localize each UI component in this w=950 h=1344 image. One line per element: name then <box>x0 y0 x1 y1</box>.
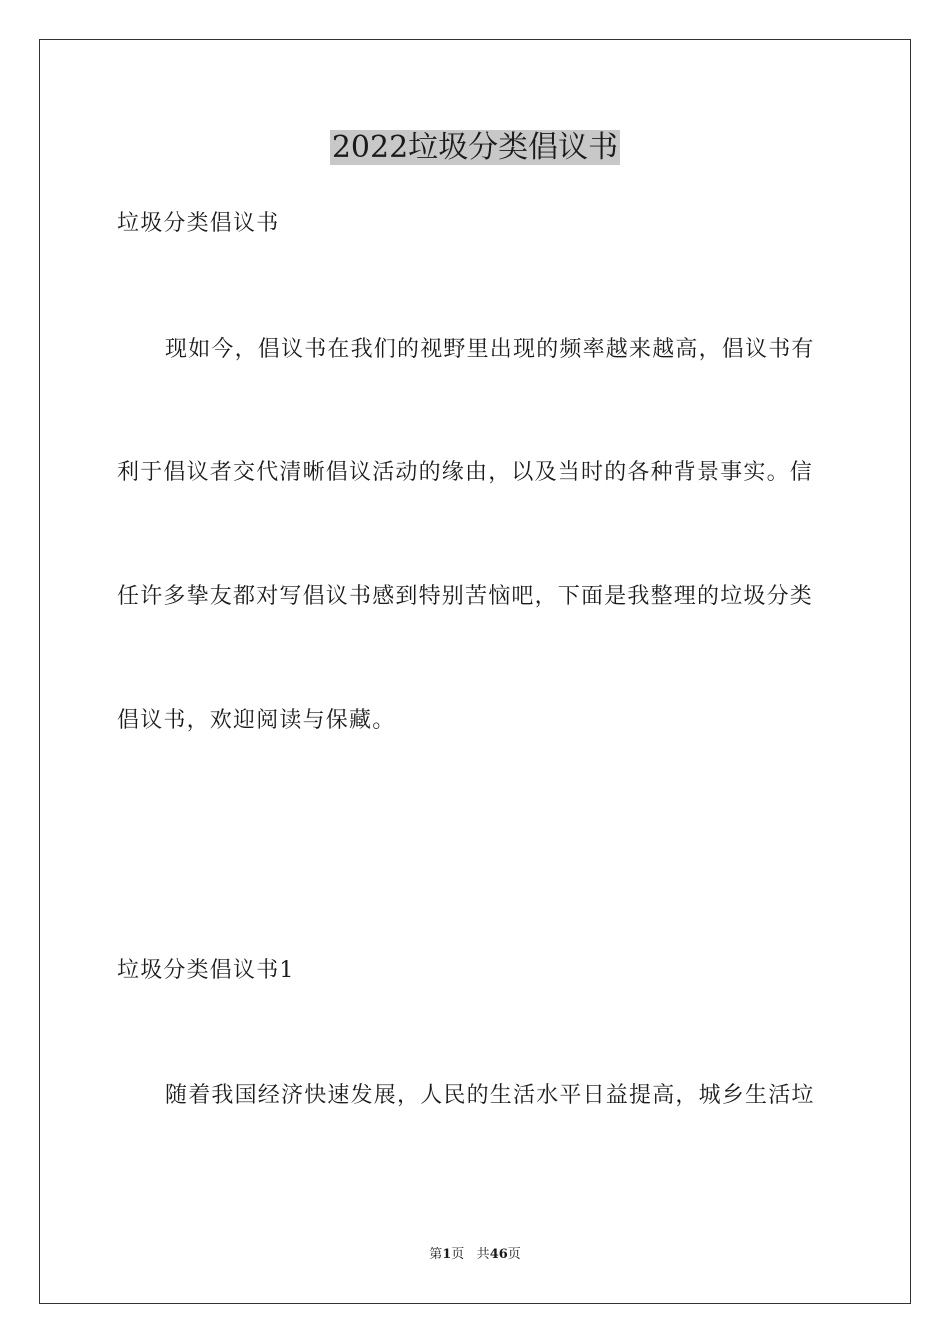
page-footer <box>0 1246 950 1264</box>
intro-line-3: 任许多挚友都对写倡议书感到特别苦恼吧，下面是我整理的垃圾分类 <box>117 584 814 609</box>
intro-line-4: 倡议书，欢迎阅读与保藏。 <box>117 708 396 733</box>
intro-line-1: 现如今，倡议书在我们的视野里出现的频率越来越高，倡议书有 <box>165 337 815 362</box>
document-subtitle: 垃圾分类倡议书 <box>117 211 280 236</box>
footer-page-suffix: 页 <box>451 1247 465 1262</box>
section-line-1: 随着我国经济快速发展，人民的生活水平日益提高，城乡生活垃 <box>165 1083 815 1108</box>
footer-total-prefix: 共 <box>476 1247 490 1262</box>
document-title <box>0 126 950 170</box>
section-heading: 垃圾分类倡议书1 <box>117 958 295 983</box>
intro-line-2: 利于倡议者交代清晰倡议活动的缘由，以及当时的各种背景事实。信 <box>117 460 814 485</box>
document-title-text: 2022垃圾分类倡议书 <box>331 130 619 165</box>
footer-total-pages: 46 <box>489 1247 508 1262</box>
footer-page-number: 1 <box>442 1247 452 1262</box>
footer-page-prefix: 第 <box>429 1247 443 1262</box>
footer-total-suffix: 页 <box>507 1247 521 1262</box>
